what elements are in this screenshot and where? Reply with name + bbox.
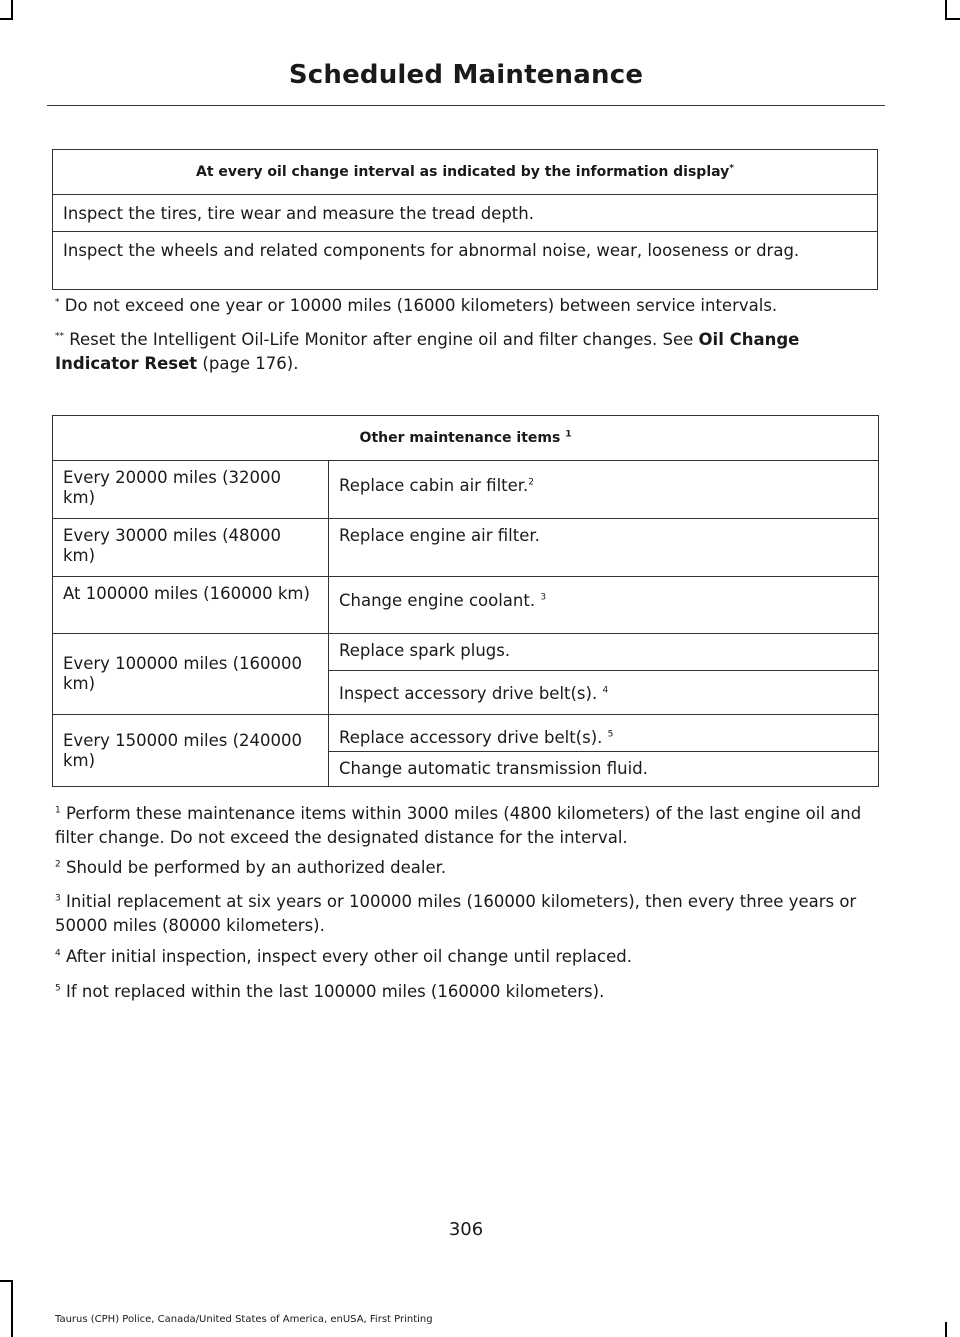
item-cell: Replace accessory drive belt(s). $^5$ [329, 715, 879, 752]
footnote: * Do not exceed one year or 10000 miles (16000 kilometers) between service intervals. [55, 296, 778, 315]
crop-mark [0, 18, 13, 20]
other-maintenance-table [52, 415, 879, 787]
header-divider [47, 105, 885, 106]
page-number: 306 [448, 1219, 484, 1240]
footer-text: Taurus (CPH) Police, Canada/United States of America, enUSA, First Printing [55, 1314, 433, 1325]
page-title: Scheduled Maintenance [288, 60, 644, 90]
footnote: $^4$ After initial inspection, inspect every other oil change until replaced. [55, 947, 632, 966]
table-heading: At every oil change interval as indicated by the information display* [53, 150, 878, 195]
table-row: Inspect the tires, tire wear and measure the tread depth. [53, 195, 878, 232]
footnote: $^5$ If not replaced within the last 100000 miles (160000 kilometers). [55, 982, 605, 1001]
interval-cell: Every 150000 miles (240000 km) [53, 715, 329, 787]
crop-mark [945, 18, 960, 20]
item-cell: Replace cabin air filter.$^2$ [329, 461, 879, 519]
item-cell: Replace spark plugs. [329, 634, 879, 671]
crop-mark [0, 1280, 13, 1282]
interval-cell: Every 100000 miles (160000 km) [53, 634, 329, 715]
interval-cell: Every 30000 miles (48000 km) [53, 519, 329, 577]
interval-cell: Every 20000 miles (32000 km) [53, 461, 329, 519]
crop-mark [11, 0, 13, 20]
crop-mark [945, 0, 947, 20]
item-cell: Change engine coolant. $^3$ [329, 577, 879, 634]
footnote: $^1$ Perform these maintenance items within 3000 miles (4800 kilometers) of the last engine oil and filter change. Do not exceed the designated distance for the interval. [55, 804, 862, 847]
crop-mark [11, 1280, 13, 1337]
footnote: ** Reset the Intelligent Oil-Life Monitor after engine oil and filter changes. See Oil Change Indicator Reset (page 176). [55, 330, 800, 373]
table-row: Inspect the wheels and related components for abnormal noise, wear, looseness or drag. [53, 232, 878, 290]
oil-change-table [52, 149, 878, 290]
table-heading: Other maintenance items $^1$ [53, 416, 879, 461]
interval-cell: At 100000 miles (160000 km) [53, 577, 329, 634]
item-cell: Replace engine air filter. [329, 519, 879, 577]
footnote: $^2$ Should be performed by an authorized dealer. [55, 858, 447, 877]
item-cell: Inspect accessory drive belt(s). $^4$ [329, 671, 879, 715]
item-cell: Change automatic transmission fluid. [329, 752, 879, 787]
cross-reference-link[interactable]: Oil Change Indicator Reset [55, 330, 800, 373]
crop-mark [945, 1322, 947, 1337]
footnote: $^3$ Initial replacement at six years or 100000 miles (160000 kilometers), then every three years or 50000 miles (80000 kilometers). [55, 892, 857, 935]
